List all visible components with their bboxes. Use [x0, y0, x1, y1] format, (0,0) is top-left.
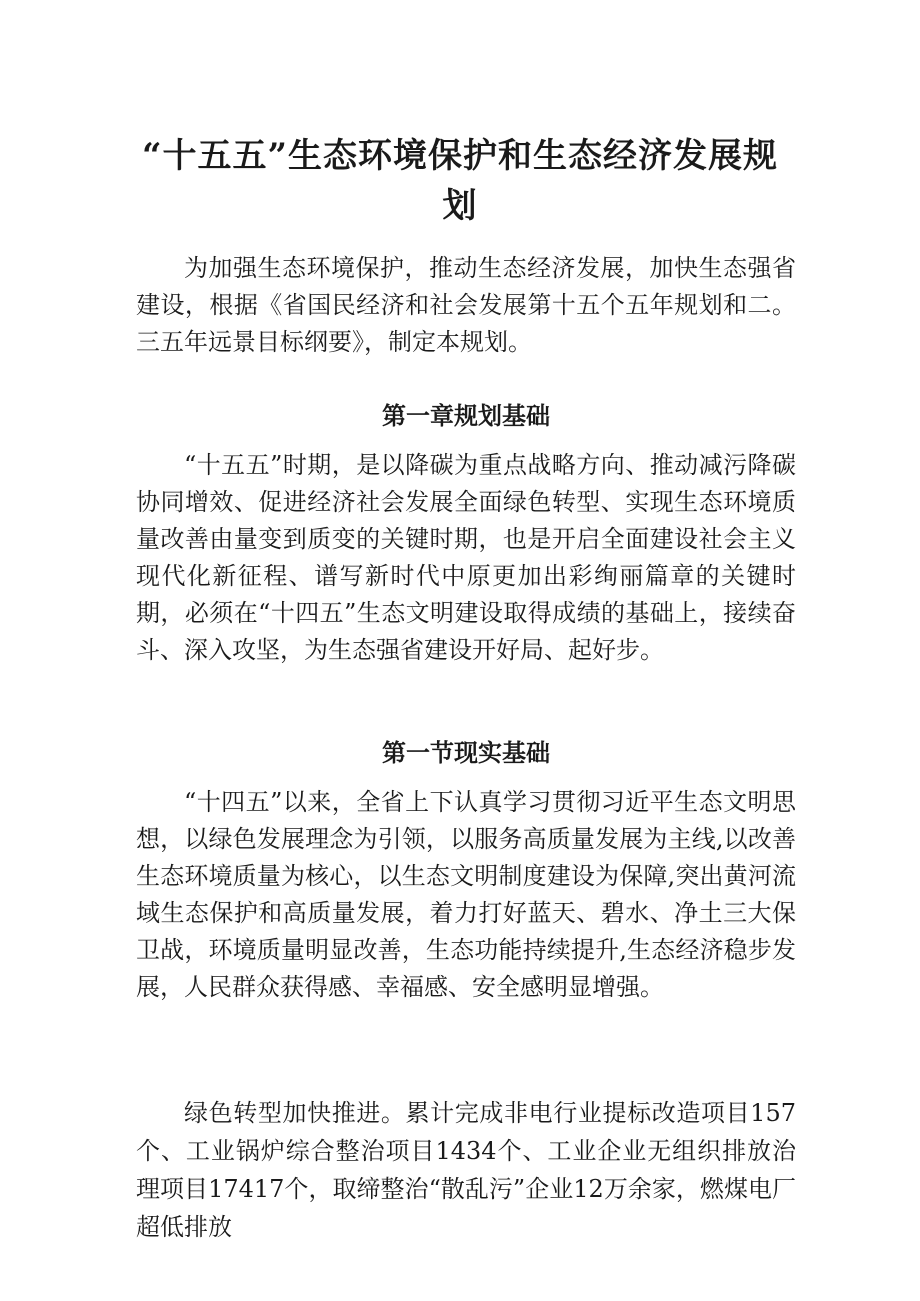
section-heading: 第一节现实基础: [382, 738, 550, 767]
green-transition-paragraph: 绿色转型加快推进。累计完成非电行业提标改造项目157个、工业锅炉综合整治项目1434个、工业企业无组织排放治理项目17417个，取缔整治“散乱污”企业12万余家，燃煤电厂超低排放: [136, 1099, 796, 1241]
section-paragraph: “十四五”以来，全省上下认真学习贯彻习近平生态文明思想，以绿色发展理念为引领，以服务高质量发展为主线,以改善生态环境质量为核心，以生态文明制度建设为保障,突出黄河流域生态保护和高质量发展，着力打好蓝天、碧水、净土三大保卫战，环境质量明显改善，生态功能持续提升,生态经济稳步发展，人民群众获得感、幸福感、安全感明显增强。: [136, 788, 796, 1001]
intro-paragraph: 为加强生态环境保护，推动生态经济发展，加快生态强省建设，根据《省国民经济和社会发展第十五个五年规划和二。三五年远景目标纲要》，制定本规划。: [136, 254, 796, 356]
document-title: “十五五”生态环境保护和生态经济发展规划: [141, 135, 779, 226]
chapter-heading: 第一章规划基础: [382, 401, 550, 430]
chapter-paragraph: “十五五”时期，是以降碳为重点战略方向、推动减污降碳协同增效、促进经济社会发展全面绿色转型、实现生态环境质量改善由量变到质变的关键时期，也是开启全面建设社会主义现代化新征程、谱写新时代中原更加出彩绚丽篇章的关键时期，必须在“十四五”生态文明建设取得成绩的基础上，接续奋斗、深入攻坚，为生态强省建设开好局、起好步。: [136, 451, 796, 664]
